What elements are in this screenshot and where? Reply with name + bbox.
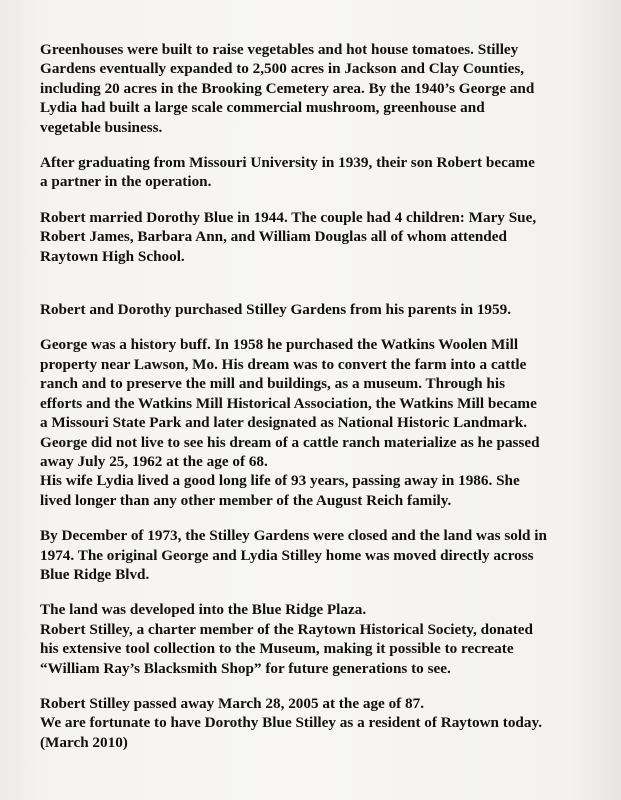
paragraph-spacer	[40, 137, 600, 153]
paragraph-purchase: Robert and Dorothy purchased Stilley Gardens from his parents in 1959.	[40, 301, 511, 319]
paragraph-spacer	[40, 192, 600, 208]
paragraph-gardens-closed: By December of 1973, the Stilley Gardens were closed and the land was sold in 1974. The original George and Lydia Stilley home was moved directly across Blue Ridge Blvd.	[40, 527, 547, 583]
paragraph-spacer	[40, 510, 600, 526]
paragraph-george-history: George was a history buff. In 1958 he purchased the Watkins Woolen Mill property near Lawson, Mo. His dream was to convert the farm into a cattle ranch and to preserve the mill and buildings, as a museum. Through his efforts and the Watkins Mill Historical Association, the Watkins Mill became a Missouri State Park and later designated as National Historic Landmark. George did not live to see his dream of a cattle ranch materialize as he passed away July 25, 1962 at the age of 68. His wife Lydia lived a good long life of 93 years, passing away in 1986. She lived longer than any other member of the August Reich family.	[40, 336, 540, 509]
document-body	[40, 40, 600, 752]
paragraph-spacer	[40, 584, 600, 600]
paragraph-spacer	[40, 266, 600, 300]
paragraph-robert-partner: After graduating from Missouri University in 1939, their son Robert became a partner in the operation.	[40, 154, 535, 191]
paragraph-blue-ridge-plaza: The land was developed into the Blue Ridge Plaza. Robert Stilley, a charter member of the Raytown Historical Society, donated his extensive tool collection to the Museum, making it possible to recreate “William Ray’s Blacksmith Shop” for future generations to see.	[40, 601, 533, 677]
paragraph-robert-marriage: Robert married Dorothy Blue in 1944. The couple had 4 children: Mary Sue, Robert James, Barbara Ann, and William Douglas all of whom attended Raytown High School.	[40, 208, 537, 265]
paragraph-robert-passing: Robert Stilley passed away March 28, 2005 at the age of 87. We are fortunate to have Dorothy Blue Stilley as a resident of Raytown today. (March 2010)	[40, 694, 543, 751]
paragraph-spacer	[40, 678, 600, 694]
paragraph-greenhouses: Greenhouses were built to raise vegetables and hot house tomatoes. Stilley Gardens eventually expanded to 2,500 acres in Jackson and Clay Counties, including 20 acres in the Brooking Cemetery area. By the 1940’s George and Lydia had built a large scale commercial mushroom, greenhouse and vegetable business.	[40, 41, 535, 136]
paragraph-spacer	[40, 319, 600, 335]
